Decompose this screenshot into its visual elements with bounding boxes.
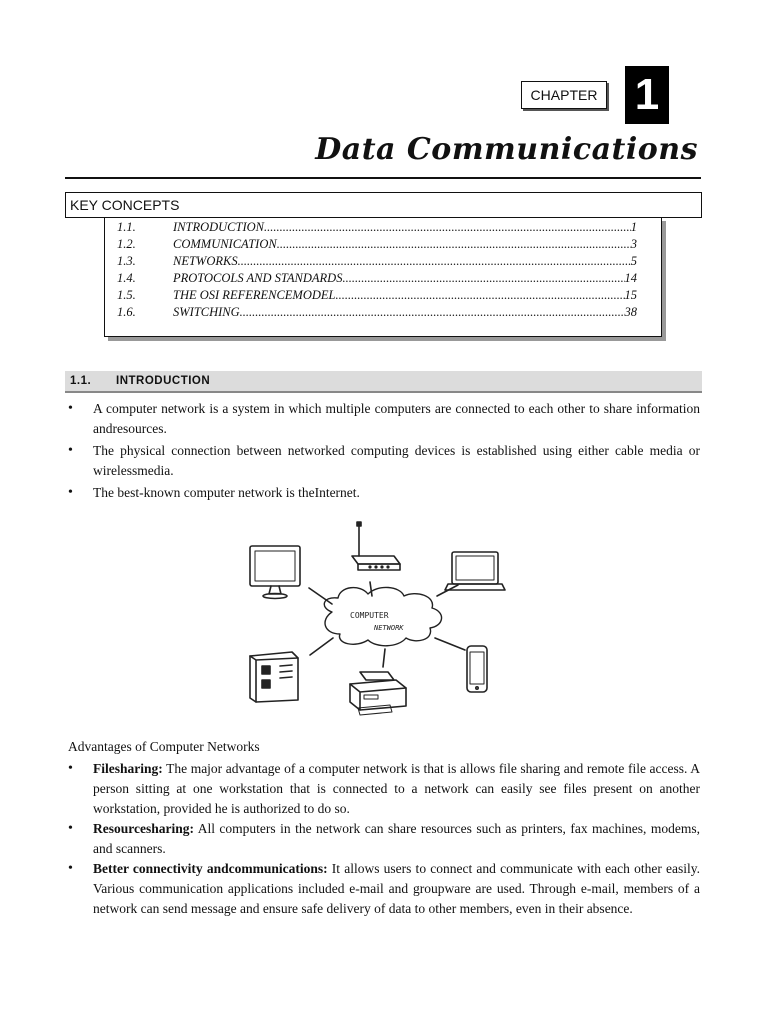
toc-num: 1.1. <box>117 220 136 234</box>
toc-title: INTRODUCTION <box>173 220 264 234</box>
toc-num: 1.2. <box>117 237 136 251</box>
toc-row[interactable] <box>117 288 637 305</box>
toc-num: 1.6. <box>117 305 136 319</box>
chapter-number: 1 <box>625 66 669 124</box>
laptop-icon <box>445 552 505 590</box>
toc-page: 5 <box>630 254 637 268</box>
monitor-icon <box>250 546 300 599</box>
advantage-term: Resourcesharing: <box>93 821 194 836</box>
network-diagram <box>240 512 530 724</box>
toc-row[interactable] <box>117 220 637 237</box>
toc-num: 1.4. <box>117 271 136 285</box>
list-item <box>68 819 700 859</box>
toc-leader <box>342 271 624 286</box>
toc-page: 3 <box>630 237 637 251</box>
advantage-text: All computers in the network can share resources such as printers, fax machines, modems, and scanners. <box>93 821 700 856</box>
advantage-term: Better connectivity andcommunications: <box>93 861 328 876</box>
list-item: • The physical connection between networked computing devices is established using either cable media or wirelessmedia. <box>68 441 700 481</box>
phone-icon <box>467 646 487 692</box>
list-item <box>68 859 700 919</box>
chapter-label: CHAPTER <box>521 81 607 109</box>
printer-icon <box>350 672 406 715</box>
toc-title: COMMUNICATION <box>173 237 277 251</box>
tower-icon <box>250 652 298 702</box>
section-number: 1.1. <box>70 375 92 387</box>
toc-title: THE OSI REFERENCEMODEL <box>173 288 336 302</box>
toc-num: 1.3. <box>117 254 136 268</box>
list-item: • A computer network is a system in which multiple computers are connected to each other to share information andresources. <box>68 399 700 439</box>
list-item: • The best-known computer network is theInternet. <box>68 483 700 503</box>
advantages-heading: Advantages of Computer Networks <box>68 739 260 754</box>
toc-leader <box>335 288 624 303</box>
advantage-term: Filesharing: <box>93 761 163 776</box>
advantage-text: It allows users to connect and communicate with each other easily. Various communication applications included e-mail and groupware are used. Through e-mail, members of a network can send message and ensure safe delivery of data to other members, even in their absence. <box>93 861 700 916</box>
toc-row[interactable] <box>117 254 637 271</box>
advantage-text: The major advantage of a computer network is that is allows file sharing and remote file access. A person sitting at one workstation that is connected to a network can easily see files present on another workstation, provided he is authorized to do so. <box>93 761 700 816</box>
toc-row[interactable] <box>117 271 637 288</box>
toc-num: 1.5. <box>117 288 136 302</box>
cloud-label-bottom: NETWORK <box>374 624 404 632</box>
toc-page: 1 <box>630 220 637 234</box>
toc-row[interactable] <box>117 237 637 254</box>
toc-leader <box>264 220 631 235</box>
toc-leader <box>277 237 631 252</box>
router-icon <box>352 522 400 570</box>
toc-page: 15 <box>624 288 637 302</box>
intro-list <box>68 399 700 503</box>
title-rule <box>65 177 701 179</box>
toc-title: NETWORKS <box>173 254 238 268</box>
cloud-icon <box>324 587 441 645</box>
section-title: INTRODUCTION <box>116 375 211 387</box>
toc-leader <box>240 305 625 320</box>
list-item <box>68 759 700 819</box>
toc-title: SWITCHING <box>173 305 240 319</box>
section-heading <box>65 371 702 393</box>
toc-title: PROTOCOLS AND STANDARDS <box>173 271 343 285</box>
cloud-label-top: COMPUTER <box>350 611 389 620</box>
key-concepts-heading: KEY CONCEPTS <box>65 192 702 218</box>
toc-page: 38 <box>624 305 637 319</box>
key-concepts-toc <box>104 217 662 337</box>
toc-leader <box>238 254 631 269</box>
advantages-list <box>68 759 700 919</box>
toc-page: 14 <box>624 271 637 285</box>
toc-row[interactable] <box>117 305 637 322</box>
chapter-title: Data Communications <box>315 132 698 167</box>
